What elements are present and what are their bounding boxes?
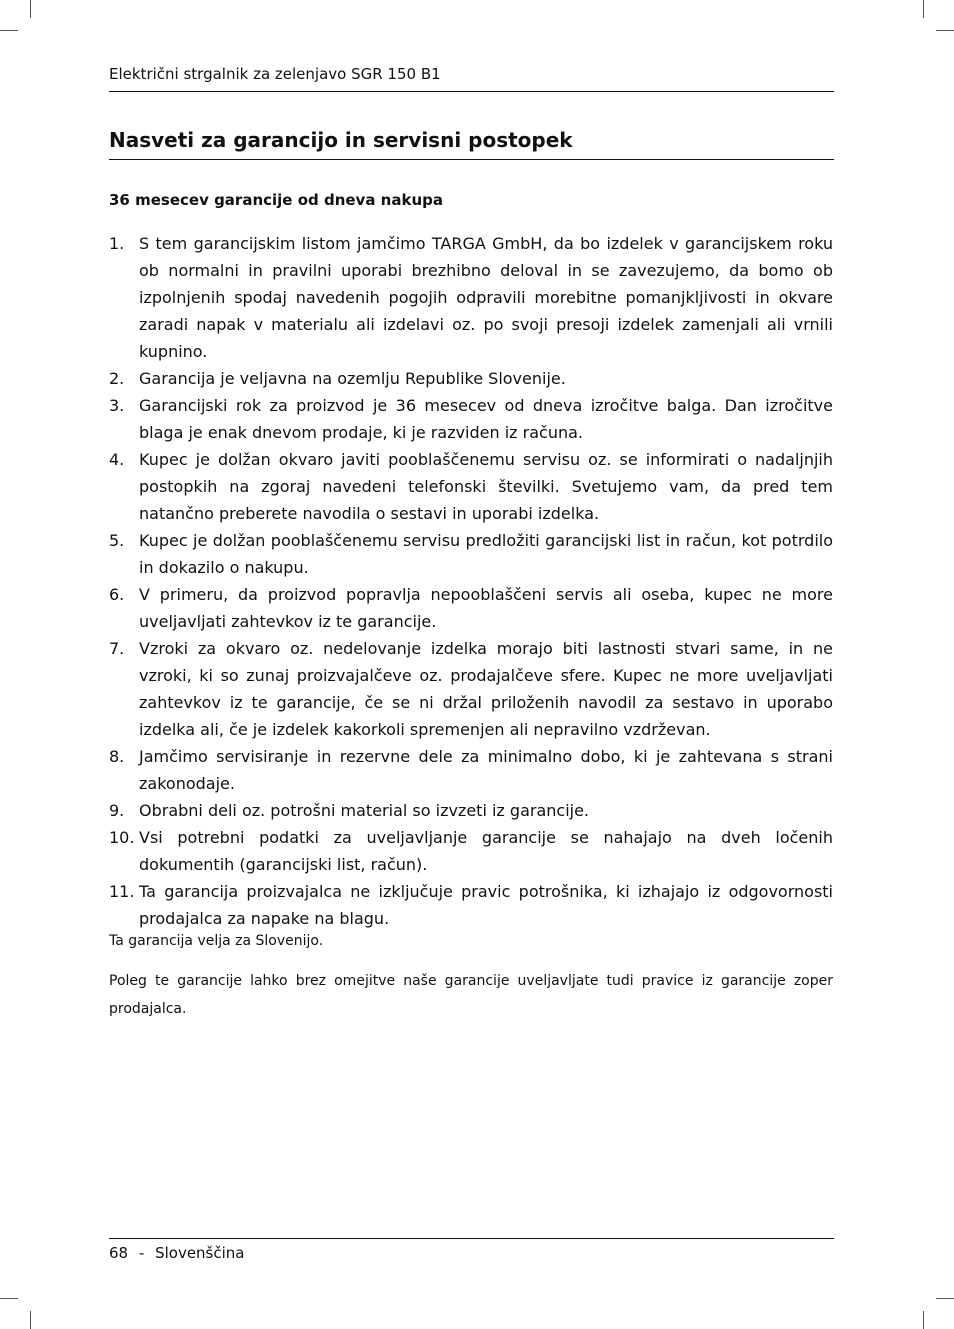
item-number: 7. — [109, 639, 125, 658]
item-text: V primeru, da proizvod popravlja nepooblaščeni servis ali oseba, kupec ne more uveljavljati zahtevkov iz te garancije. — [139, 585, 833, 631]
item-number: 9. — [109, 801, 125, 820]
item-number: 10. — [109, 828, 135, 847]
crop-mark — [0, 1298, 18, 1299]
item-text: Garancija je veljavna na ozemlju Republike Slovenije. — [139, 369, 566, 388]
page-footer — [109, 1243, 245, 1263]
footer-language: Slovenščina — [155, 1244, 245, 1262]
header-rule — [109, 91, 834, 92]
item-text: S tem garancijskim listom jamčimo TARGA GmbH, da bo izdelek v garancijskem roku ob normalni in pravilni uporabi brezhibno deloval in se zavezujemo, da bomo ob izpolnjenih spodaj navedenih pogojih odpravili morebitne pomanjkljivosti in okvare zaradi napak v materialu ali izdelavi oz. po svoji presoji izdelek zamenjali ali vrnili kupnino. — [139, 234, 833, 361]
heading-rule — [109, 159, 834, 160]
item-number: 2. — [109, 369, 125, 388]
crop-mark — [923, 0, 924, 18]
list-item — [109, 446, 833, 527]
list-item — [109, 581, 833, 635]
item-text: Kupec je dolžan pooblaščenemu servisu predložiti garancijski list in račun, kot potrdilo in dokazilo o nakupu. — [139, 531, 833, 577]
crop-mark — [936, 1298, 954, 1299]
warranty-conditions-list — [109, 230, 833, 932]
warranty-subheading: 36 mesecev garancije od dneva nakupa — [109, 191, 443, 209]
item-number: 1. — [109, 234, 125, 253]
item-text: Obrabni deli oz. potrošni material so izvzeti iz garancije. — [139, 801, 590, 820]
footer-separator: - — [138, 1244, 145, 1262]
item-text: Jamčimo servisiranje in rezervne dele za minimalno dobo, ki je zahtevana s strani zakonodaje. — [139, 747, 833, 793]
item-number: 6. — [109, 585, 125, 604]
crop-mark — [30, 0, 31, 18]
validity-note: Ta garancija velja za Slovenijo. — [109, 933, 324, 949]
crop-mark — [0, 30, 18, 31]
list-item — [109, 365, 833, 392]
list-item — [109, 527, 833, 581]
running-header: Električni strgalnik za zelenjavo SGR 150 B1 — [109, 65, 441, 83]
item-number: 11. — [109, 882, 135, 901]
item-text: Garancijski rok za proizvod je 36 mesecev od dneva izročitve balga. Dan izročitve blaga je enak dnevom prodaje, ki je razviden iz računa. — [139, 396, 833, 442]
item-text: Ta garancija proizvajalca ne izključuje pravic potrošnika, ki izhajajo iz odgovornosti prodajalca za napake na blagu. — [139, 882, 833, 928]
seller-rights-note: Poleg te garancije lahko brez omejitve naše garancije uveljavljate tudi pravice iz garancije zoper prodajalca. — [109, 973, 833, 1017]
item-text: Vsi potrebni podatki za uveljavljanje garancije se nahajajo na dveh ločenih dokumentih (garancijski list, račun). — [139, 828, 833, 874]
crop-mark — [923, 1311, 924, 1329]
item-text: Kupec je dolžan okvaro javiti pooblaščenemu servisu oz. se informirati o nadaljnjih postopkih na zgoraj navedeni telefonski številki. Svetujemo vam, da pred tem natančno preberete navodila o sestavi in uporabi izdelka. — [139, 450, 833, 523]
page-number: 68 — [109, 1244, 129, 1262]
list-item — [109, 878, 833, 932]
list-item — [109, 392, 833, 446]
item-number: 8. — [109, 747, 125, 766]
section-heading: Nasveti za garancijo in servisni postopek — [109, 128, 573, 152]
list-item — [109, 230, 833, 365]
item-text: Vzroki za okvaro oz. nedelovanje izdelka morajo biti lastnosti stvari same, in ne vzroki, ki so zunaj proizvajalčeve oz. prodajalčeve sfere. Kupec ne more uveljavljati zahtevkov iz te garancije, če se ni držal priloženih navodil za sestavo in uporabo izdelka ali, če je izdelek kakorkoli spremenjen ali nepravilno vzdrževan. — [139, 639, 833, 739]
list-item — [109, 797, 833, 824]
item-number: 3. — [109, 396, 125, 415]
crop-mark — [30, 1311, 31, 1329]
crop-mark — [936, 30, 954, 31]
list-item — [109, 824, 833, 878]
footer-rule — [109, 1238, 834, 1239]
list-item — [109, 635, 833, 743]
item-number: 4. — [109, 450, 125, 469]
item-number: 5. — [109, 531, 125, 550]
list-item — [109, 743, 833, 797]
